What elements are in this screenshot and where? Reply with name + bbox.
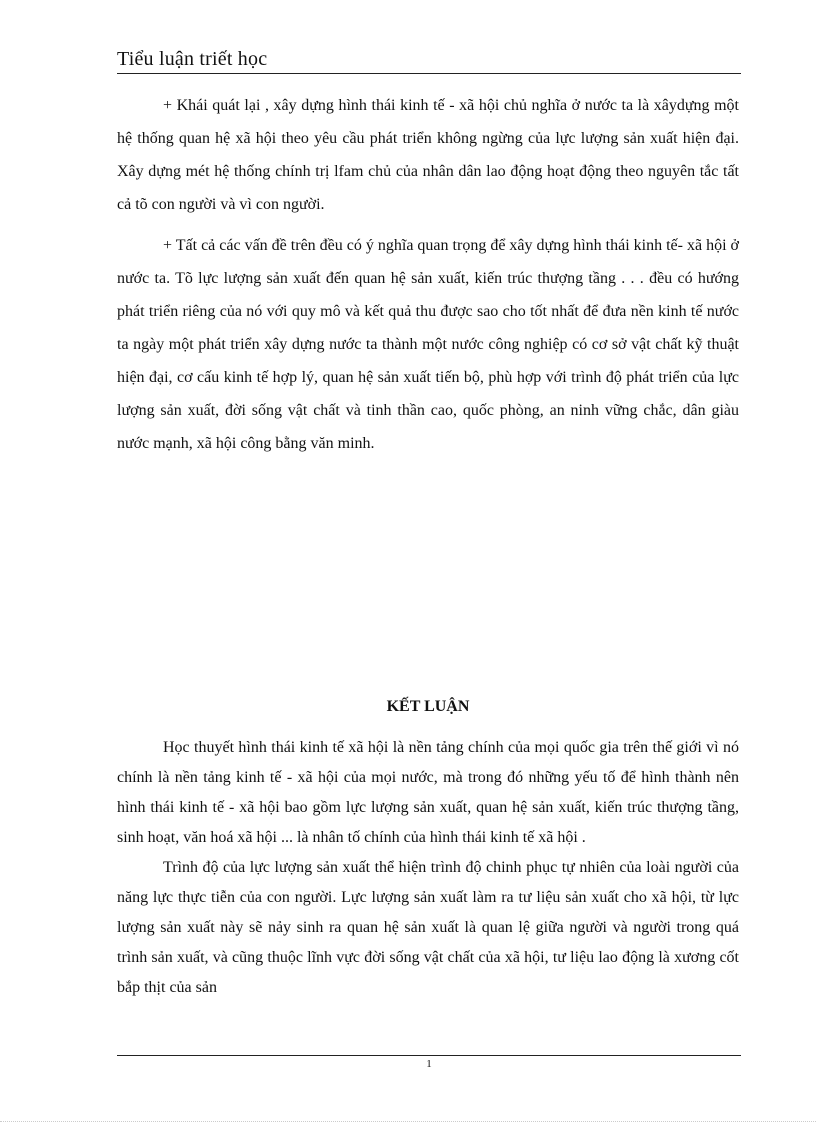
page-bottom-edge [0, 1121, 816, 1122]
conclusion-heading: KẾT LUẬN [386, 698, 470, 715]
header-divider [117, 73, 741, 74]
page-number: 1 [426, 1058, 432, 1070]
conclusion-section [117, 733, 739, 1003]
conclusion-paragraph-2: Trình độ của lực lượng sản xuất thể hiện trình độ chinh phục tự nhiên của loài người của năng lực thực tiễn của con người. Lực lượng sản xuất làm ra tư liệu sản xuất cho xã hội, từ lực lượng sản xuất này sẽ nảy sinh ra quan hệ sản xuất là quan lệ giữa người và người trong quá trình sản xuất, và cũng thuộc lĩnh vực đời sống vật chất của xã hội, tư liệu lao động là xương cốt bắp thịt của sản [117, 859, 739, 996]
running-header-title: Tiểu luận triết học [117, 48, 268, 70]
paragraph-significance: + Tất cả các vấn đề trên đều có ý nghĩa quan trọng để xây dựng hình thái kinh tế- xã hội ở nước ta. Tõ lực lượng sản xuất đến quan hệ sản xuất, kiến trúc thượng tầng . . . đều có hướng phát triển riêng của nó với quy mô và kết quả thu được sao cho tốt nhất để đưa nền kinh tế nước ta ngày một phát triển xây dựng nước ta thành một nước công nghiệp có cơ sở vật chất kỹ thuật hiện đại, cơ cấu kinh tế hợp lý, quan hệ sản xuất tiến bộ, phù hợp với trình độ phát triển của lực lượng sản xuất, đời sống vật chất và tinh thần cao, quốc phòng, an ninh vững chắc, dân giàu nước mạnh, xã hội công bằng văn minh. [117, 237, 739, 452]
conclusion-paragraph-1: Học thuyết hình thái kinh tế xã hội là nền tảng chính của mọi quốc gia trên thế giới vì nó chính là nền tảng kinh tế - xã hội của mọi nước, mà trong đó những yếu tố để hình thành nên hình thái kinh tế - xã hội bao gồm lực lượng sản xuất, quan hệ sản xuất, kiến trúc thượng tầng, sinh hoạt, văn hoá xã hội ... là nhân tố chính của hình thái kinh tế xã hội . [117, 739, 739, 846]
paragraph-summary: + Khái quát lại , xây dựng hình thái kinh tế - xã hội chủ nghĩa ở nước ta là xâydựng một hệ thống quan hệ xã hội theo yêu cầu phát triển không ngừng của lực lượng sản xuất hiện đại. Xây dựng mét hệ thống chính trị lfam chủ của nhân dân lao động hoạt động theo nguyên tắc tất cả tõ con người và vì con người. [117, 97, 739, 213]
footer-divider [117, 1055, 741, 1056]
body-section-1 [117, 89, 739, 460]
